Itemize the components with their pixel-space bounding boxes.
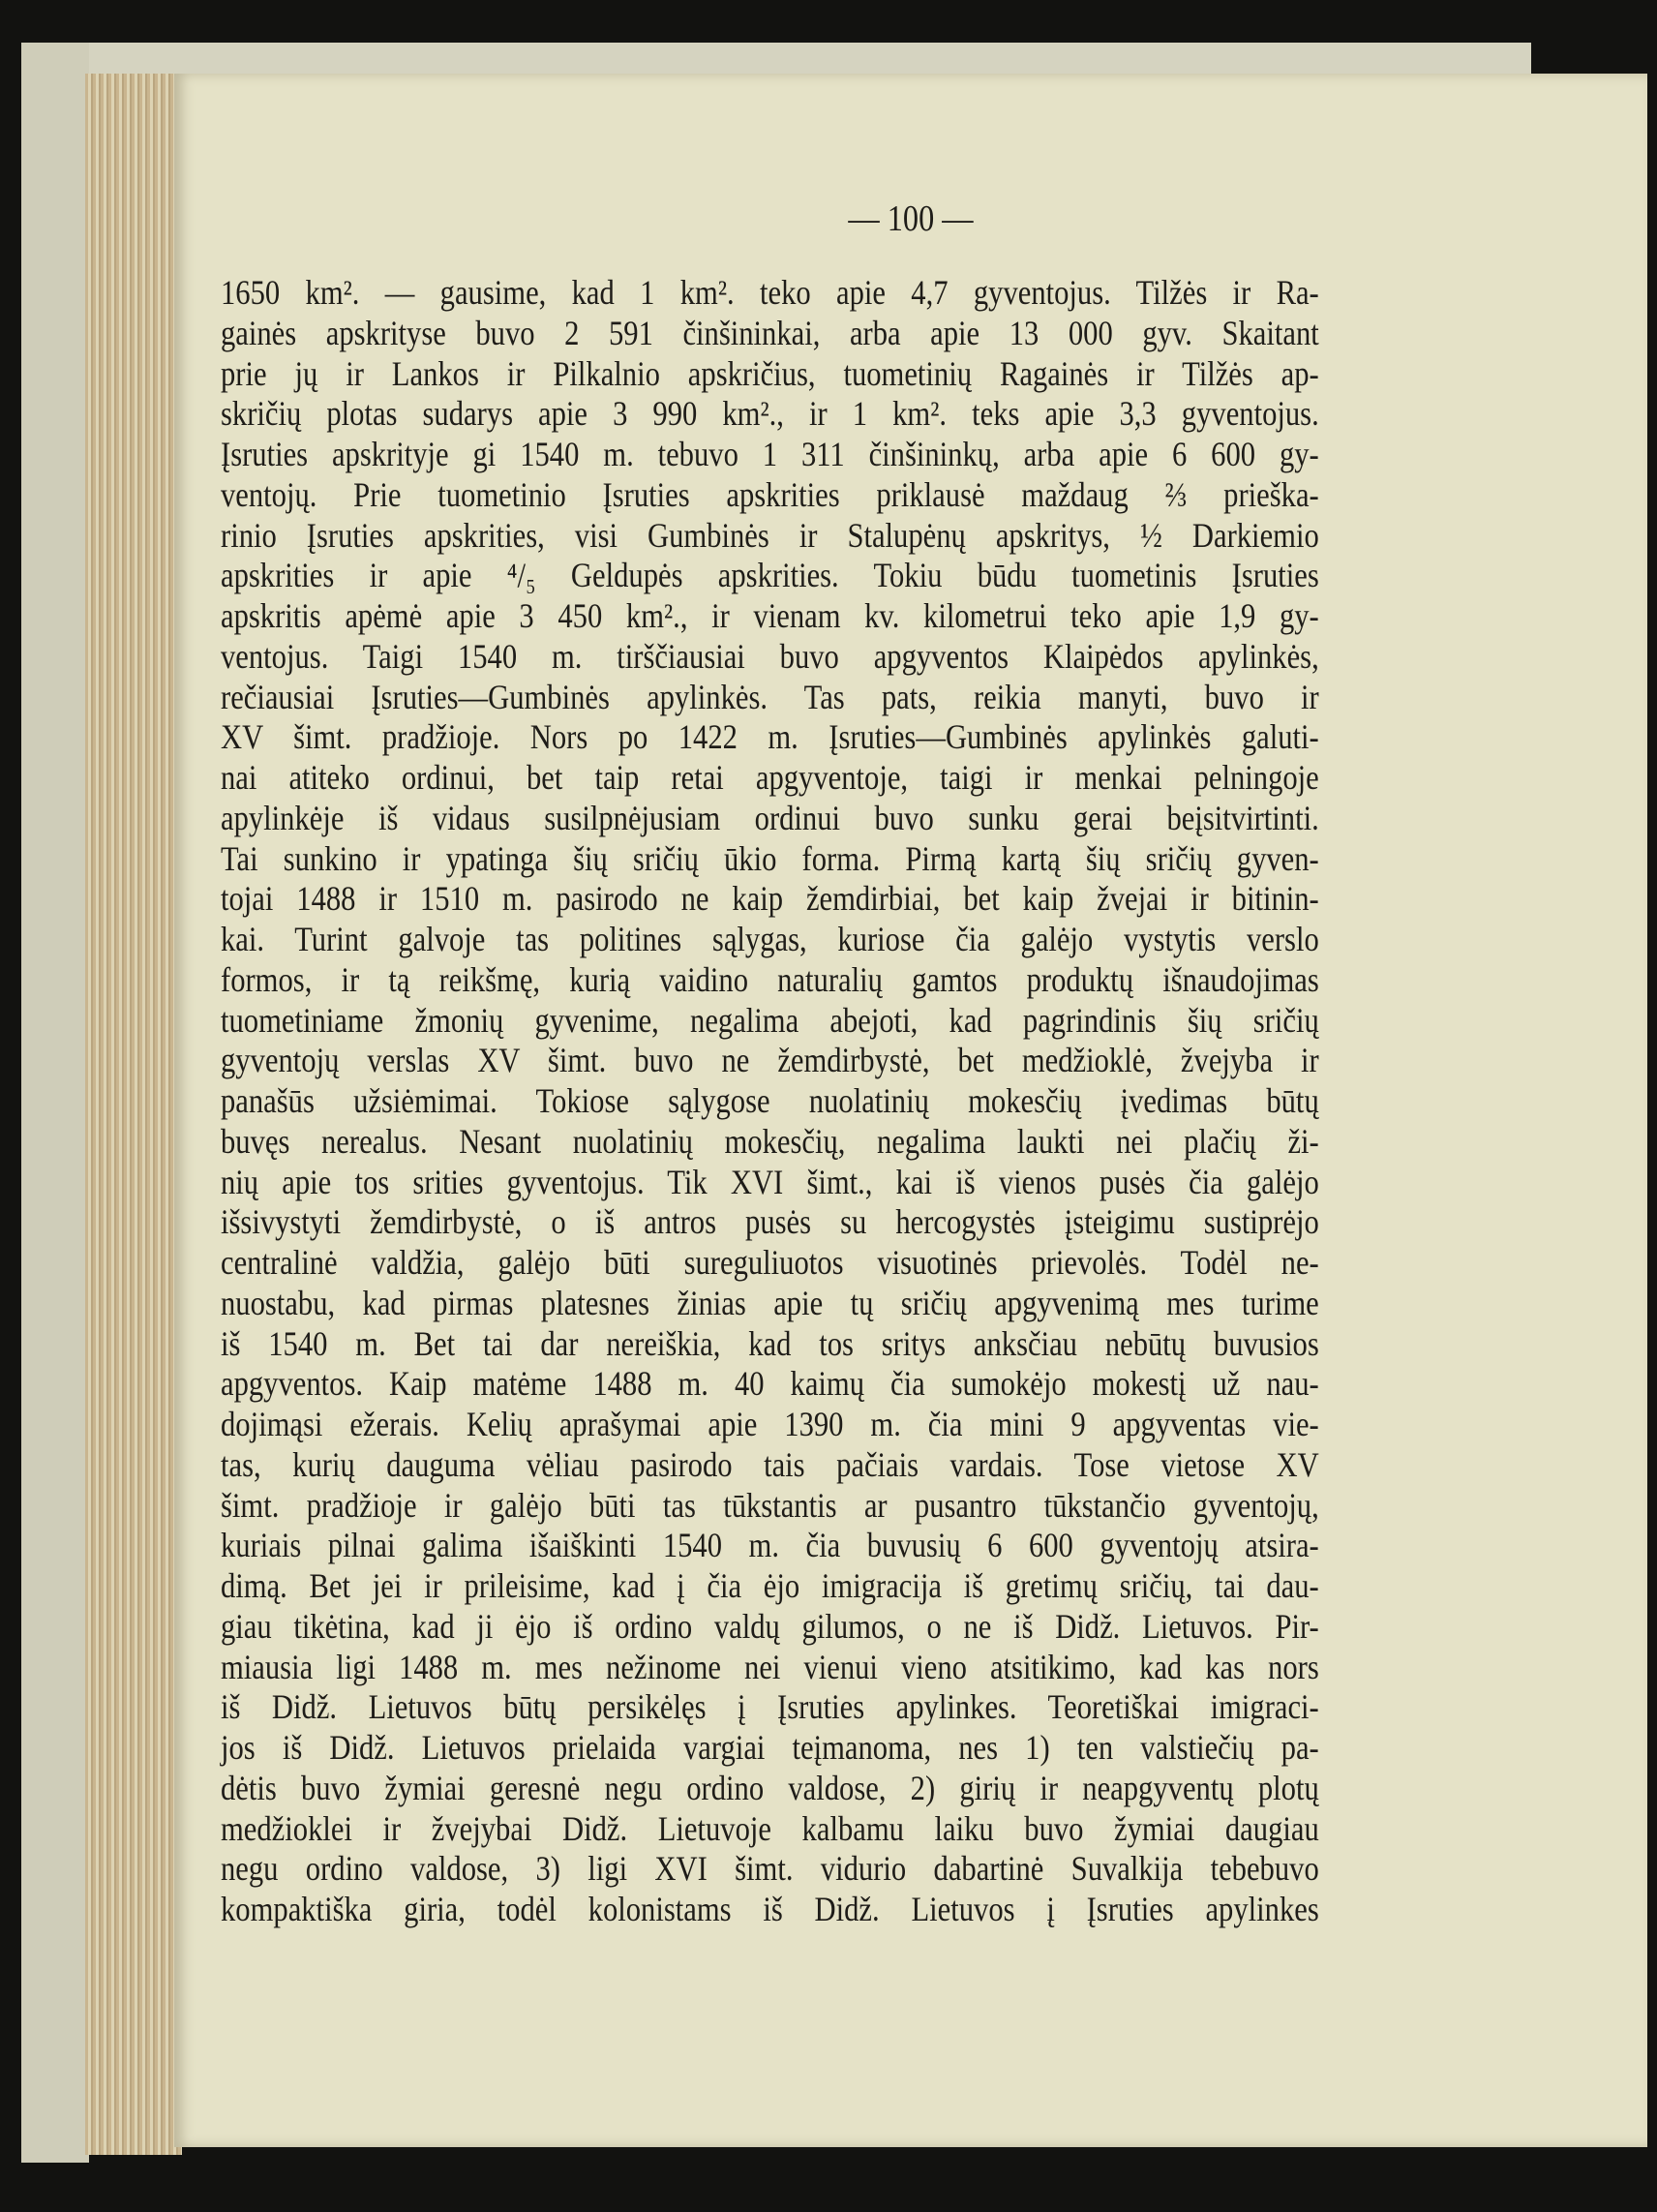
text-line: centralinė valdžia, galėjo būti sureguliuotos visuotinės prievolės. Todėl ne-	[221, 1243, 1319, 1282]
text-line: tojai 1488 ir 1510 m. pasirodo ne kaip žemdirbiai, bet kaip žvejai ir bitinin-	[221, 879, 1319, 919]
text-line: tas, kurių dauguma vėliau pasirodo tais pačiais vardais. Tose vietose XV	[221, 1444, 1319, 1484]
text-line: tuometiniame žmonių gyvenime, negalima abejoti, kad pagrindinis šių sričių	[221, 1000, 1319, 1040]
text-line: apskritis apėmė apie 3 450 km²., ir vienam kv. kilometrui teko apie 1,9 gy-	[221, 596, 1319, 635]
text-line: XV šimt. pradžioje. Nors po 1422 m. Įsruties—Gumbinės apylinkės galuti-	[221, 717, 1319, 757]
text-line: rečiausiai Įsruties—Gumbinės apylinkės. Tas pats, reikia manyti, buvo ir	[221, 677, 1319, 716]
text-line: apskrities ir apie ⁴/₅ Geldupės apskrities. Tokiu būdu tuometinis Įsruties	[221, 556, 1319, 595]
page-number: — 100 —	[848, 198, 974, 239]
text-line: dojimąsi ežerais. Kelių aprašymai apie 1390 m. čia mini 9 apgyventas vie-	[221, 1405, 1319, 1443]
text-line: medžioklei ir žvejybai Didž. Lietuvoje kalbamu laiku buvo žymiai daugiau	[221, 1808, 1319, 1848]
text-line: buvęs nerealus. Nesant nuolatinių mokesčių, negalima laukti nei plačių ži-	[221, 1121, 1319, 1161]
page-stack-edges	[85, 74, 182, 2155]
body-text	[221, 273, 1319, 1930]
text-line: išsivystyti žemdirbystė, o iš antros pusės su hercogystės įsteigimu sustiprėjo	[221, 1202, 1319, 1242]
text-line: negu ordino valdose, 3) ligi XVI šimt. vidurio dabartinė Suvalkija tebebuvo	[221, 1849, 1319, 1889]
text-line: Tai sunkino ir ypatinga šių sričių ūkio forma. Pirmą kartą šių sričių gyven-	[221, 838, 1319, 878]
text-line: skričių plotas sudarys apie 3 990 km²., ir 1 km². teks apie 3,3 gyventojus.	[221, 394, 1319, 434]
text-line: ventojus. Taigi 1540 m. tirščiausiai buvo apgyventos Klaipėdos apylinkės,	[221, 636, 1319, 676]
text-line: iš Didž. Lietuvos būtų persikėlęs į Įsruties apylinkes. Teoretiškai imigraci-	[221, 1687, 1319, 1727]
text-line: rinio Įsruties apskrities, visi Gumbinės ir Stalupėnų apskritys, ½ Darkiemio	[221, 515, 1319, 555]
text-line: dėtis buvo žymiai geresnė negu ordino valdose, 2) girių ir neapgyventų plotų	[221, 1768, 1319, 1807]
text-line: Įsruties apskrityje gi 1540 m. tebuvo 1 311 činšininkų, arba apie 6 600 gy-	[221, 435, 1319, 473]
text-line: nių apie tos srities gyventojus. Tik XVI šimt., kai iš vienos pusės čia galėjo	[221, 1162, 1319, 1201]
text-line: prie jų ir Lankos ir Pilkalnio apskričius, tuometinių Ragainės ir Tilžės ap-	[221, 353, 1319, 393]
text-line: 1650 km². — gausime, kad 1 km². teko apie 4,7 gyventojus. Tilžės ir Ra-	[221, 273, 1319, 312]
text-line: iš 1540 m. Bet tai dar nereiškia, kad tos sritys anksčiau nebūtų buvusios	[221, 1323, 1319, 1363]
text-line: formos, ir tą reikšmę, kurią vaidino naturalių gamtos produktų išnaudojimas	[221, 959, 1319, 999]
text-line: ventojų. Prie tuometinio Įsruties apskrities priklausė maždaug ⅔ prieška-	[221, 474, 1319, 514]
text-line: gyventojų verslas XV šimt. buvo ne žemdirbystė, bet medžioklė, žvejyba ir	[221, 1041, 1319, 1080]
text-line: miausia ligi 1488 m. mes nežinome nei vienui vieno atsitikimo, kad kas nors	[221, 1647, 1319, 1686]
text-line: šimt. pradžioje ir galėjo būti tas tūkstantis ar pusantro tūkstančio gyventojų,	[221, 1485, 1319, 1525]
text-line: dimą. Bet jei ir prileisime, kad į čia ėjo imigracija iš gretimų sričių, tai dau-	[221, 1566, 1319, 1605]
text-line: panašūs užsiėmimai. Tokiose sąlygose nuolatinių mokesčių įvedimas būtų	[221, 1081, 1319, 1120]
text-line: nai atiteko ordinui, bet taip retai apgyventoje, taigi ir menkai pelningoje	[221, 758, 1319, 797]
text-line: kai. Turint galvoje tas politines sąlygas, kuriose čia galėjo vystytis verslo	[221, 920, 1319, 958]
text-line: kompaktiška giria, todėl kolonistams iš Didž. Lietuvos į Įsruties apylinkes	[221, 1890, 1319, 1928]
text-line: kuriais pilnai galima išaiškinti 1540 m. čia buvusių 6 600 gyventojų atsira-	[221, 1526, 1319, 1565]
text-line: gainės apskrityse buvo 2 591 činšininkai, arba apie 13 000 gyv. Skaitant	[221, 313, 1319, 352]
text-line: jos iš Didž. Lietuvos prielaida vargiai teįmanoma, nes 1) ten valstiečių pa-	[221, 1728, 1319, 1767]
text-line: nuostabu, kad pirmas platesnes žinias apie tų sričių apgyvenimą mes turime	[221, 1283, 1319, 1322]
text-line: apgyventos. Kaip matėme 1488 m. 40 kaimų čia sumokėjo mokestį už nau-	[221, 1364, 1319, 1404]
book-cover-left-edge	[21, 43, 89, 2163]
text-line: giau tikėtina, kad ji ėjo iš ordino valdų gilumos, o ne iš Didž. Lietuvos. Pir-	[221, 1606, 1319, 1646]
text-line: apylinkėje iš vidaus susilpnėjusiam ordinui buvo sunku gerai beįsitvirtinti.	[221, 798, 1319, 837]
